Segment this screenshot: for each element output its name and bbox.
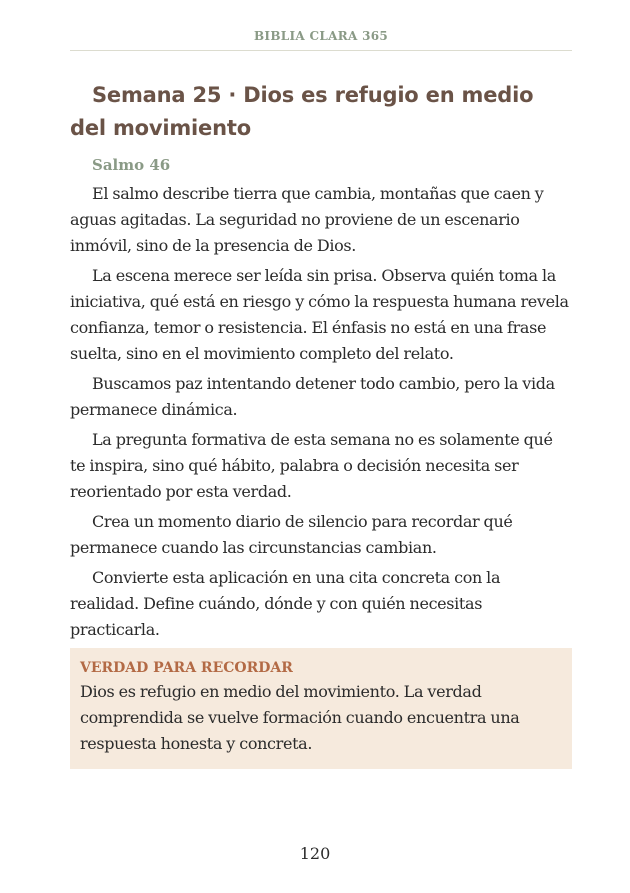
header-divider — [70, 50, 572, 51]
page-content — [70, 79, 572, 769]
truth-to-remember-box — [70, 648, 572, 769]
week-title: Semana 25 · Dios es refugio en medio del movimiento — [70, 83, 534, 140]
running-header: BIBLIA CLARA 365 — [253, 29, 389, 43]
body-paragraph: Convierte esta aplicación en una cita concreta con la realidad. Define cuándo, dónde y con quién necesitas practicarla. — [70, 568, 501, 639]
body-paragraph: La escena merece ser leída sin prisa. Observa quién toma la iniciativa, qué está en riesgo y cómo la respuesta humana revela confianza, temor o resistencia. El énfasis no está en una frase suelta, sino en el movimiento completo del relato. — [70, 266, 569, 363]
truth-box-label: VERDAD PARA RECORDAR — [80, 660, 293, 676]
body-paragraph: La pregunta formativa de esta semana no es solamente qué te inspira, sino qué hábito, palabra o decisión necesita ser reorientado por esta verdad. — [70, 430, 553, 501]
page-number: 120 — [299, 844, 331, 863]
body-paragraph: Crea un momento diario de silencio para recordar qué permanece cuando las circunstancias cambian. — [70, 512, 513, 557]
scripture-reference: Salmo 46 — [92, 156, 171, 174]
truth-box-text: Dios es refugio en medio del movimiento. La verdad comprendida se vuelve formación cuando encuentra una respuesta honesta y concreta. — [80, 682, 520, 753]
body-paragraph: El salmo describe tierra que cambia, montañas que caen y aguas agitadas. La seguridad no proviene de un escenario inmóvil, sino de la presencia de Dios. — [70, 184, 544, 255]
body-paragraph: Buscamos paz intentando detener todo cambio, pero la vida permanece dinámica. — [70, 374, 555, 419]
